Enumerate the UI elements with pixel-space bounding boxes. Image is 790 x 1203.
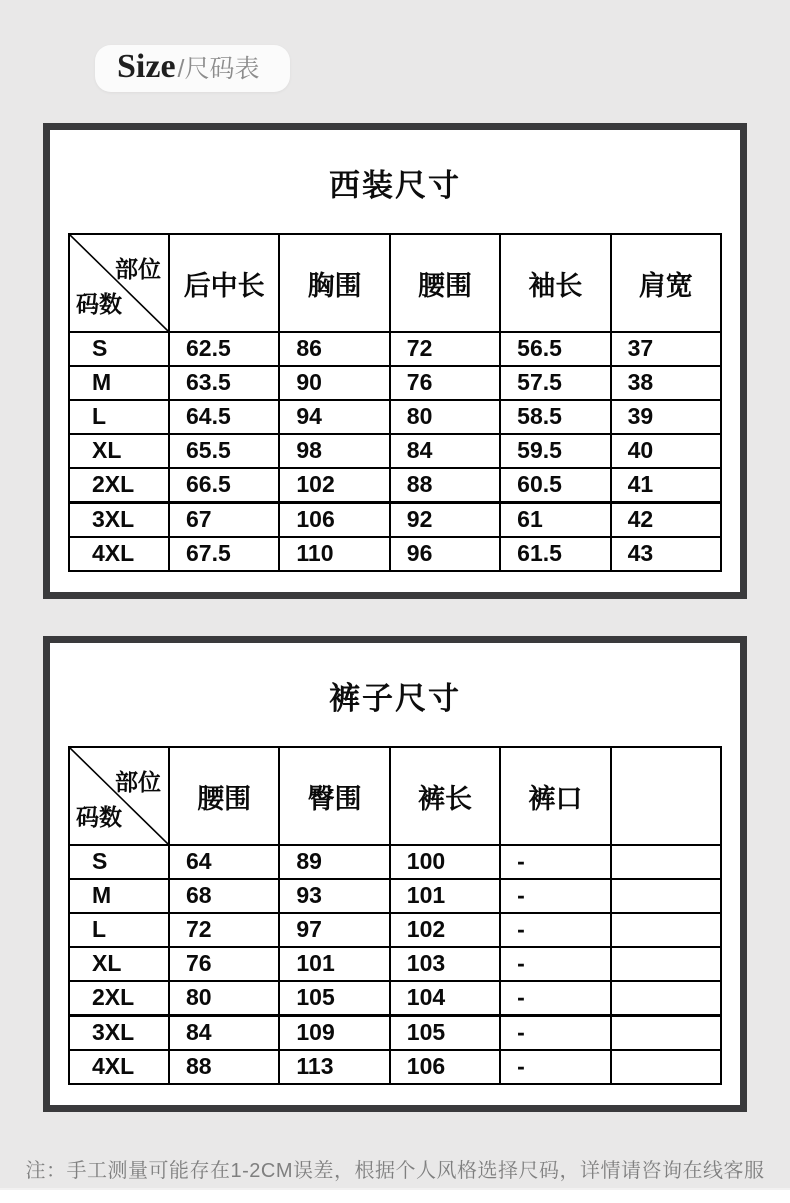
- value-cell: 59.5: [500, 434, 610, 468]
- value-cell: 64: [169, 845, 279, 879]
- table-row: [69, 947, 721, 981]
- column-header-empty: [611, 747, 721, 845]
- value-cell: 98: [279, 434, 389, 468]
- value-cell: 57.5: [500, 366, 610, 400]
- column-header-hip: 臀围: [279, 747, 389, 845]
- value-cell: 92: [390, 503, 500, 538]
- table-row: [69, 845, 721, 879]
- size-label-cell: M: [69, 879, 169, 913]
- size-label-cell: 4XL: [69, 537, 169, 571]
- value-cell: 40: [611, 434, 721, 468]
- value-cell: [611, 913, 721, 947]
- measurement-note: 注：手工测量可能存在1-2CM误差，根据个人风格选择尺码，详情请咨询在线客服: [25, 1160, 765, 1182]
- value-cell: 65.5: [169, 434, 279, 468]
- value-cell: 62.5: [169, 332, 279, 366]
- value-cell: 110: [279, 537, 389, 571]
- size-badge-en-label: Size: [117, 48, 176, 85]
- value-cell: 38: [611, 366, 721, 400]
- column-header-waist: 腰围: [169, 747, 279, 845]
- value-cell: [611, 845, 721, 879]
- column-header-shoulder: 肩宽: [611, 234, 721, 332]
- value-cell: 109: [279, 1016, 389, 1051]
- size-label-cell: 2XL: [69, 981, 169, 1016]
- value-cell: 80: [390, 400, 500, 434]
- value-cell: 105: [390, 1016, 500, 1051]
- value-cell: 67.5: [169, 537, 279, 571]
- size-label-cell: S: [69, 332, 169, 366]
- value-cell: 80: [169, 981, 279, 1016]
- value-cell: 42: [611, 503, 721, 538]
- table-row: [69, 503, 721, 538]
- value-cell: 61.5: [500, 537, 610, 571]
- table-row: [69, 913, 721, 947]
- table-row: [69, 879, 721, 913]
- size-label-cell: 2XL: [69, 468, 169, 503]
- value-cell: 67: [169, 503, 279, 538]
- pants-size-title: 裤子尺寸: [329, 681, 461, 716]
- value-cell: 76: [390, 366, 500, 400]
- value-cell: 94: [279, 400, 389, 434]
- value-cell: 102: [390, 913, 500, 947]
- corner-label-part: 部位: [115, 256, 161, 282]
- value-cell: 105: [279, 981, 389, 1016]
- size-label-cell: 3XL: [69, 1016, 169, 1051]
- value-cell: -: [500, 947, 610, 981]
- size-label-cell: M: [69, 366, 169, 400]
- corner-label-part: 部位: [115, 769, 161, 795]
- value-cell: 39: [611, 400, 721, 434]
- value-cell: -: [500, 845, 610, 879]
- size-badge-zh-label: /尺码表: [177, 55, 260, 83]
- value-cell: 104: [390, 981, 500, 1016]
- value-cell: -: [500, 913, 610, 947]
- value-cell: 72: [169, 913, 279, 947]
- value-cell: [611, 947, 721, 981]
- value-cell: 97: [279, 913, 389, 947]
- pants-header-row: [69, 747, 721, 845]
- value-cell: 60.5: [500, 468, 610, 503]
- size-label-cell: XL: [69, 947, 169, 981]
- column-header-waist: 腰围: [390, 234, 500, 332]
- column-header-sleeve: 袖长: [500, 234, 610, 332]
- table-row: [69, 468, 721, 503]
- value-cell: 102: [279, 468, 389, 503]
- table-row: [69, 1016, 721, 1051]
- table-row: [69, 332, 721, 366]
- table-row: [69, 537, 721, 571]
- suit-size-table: [68, 233, 722, 572]
- value-cell: [611, 1050, 721, 1084]
- footer-strip: [0, 1188, 790, 1203]
- pants-size-panel: [43, 636, 747, 1112]
- column-header-pants-length: 裤长: [390, 747, 500, 845]
- table-row: [69, 400, 721, 434]
- value-cell: 113: [279, 1050, 389, 1084]
- value-cell: 93: [279, 879, 389, 913]
- value-cell: 101: [279, 947, 389, 981]
- corner-label-size: 码数: [76, 804, 122, 830]
- value-cell: -: [500, 1050, 610, 1084]
- size-label-cell: L: [69, 400, 169, 434]
- value-cell: 90: [279, 366, 389, 400]
- value-cell: 63.5: [169, 366, 279, 400]
- value-cell: 84: [169, 1016, 279, 1051]
- value-cell: 106: [390, 1050, 500, 1084]
- value-cell: -: [500, 1016, 610, 1051]
- size-label-cell: S: [69, 845, 169, 879]
- value-cell: 76: [169, 947, 279, 981]
- value-cell: -: [500, 879, 610, 913]
- pants-size-table: [68, 746, 722, 1085]
- column-header-leg-opening: 裤口: [500, 747, 610, 845]
- value-cell: 89: [279, 845, 389, 879]
- value-cell: 103: [390, 947, 500, 981]
- value-cell: 84: [390, 434, 500, 468]
- column-header-chest: 胸围: [279, 234, 389, 332]
- value-cell: 88: [169, 1050, 279, 1084]
- value-cell: [611, 981, 721, 1016]
- value-cell: 88: [390, 468, 500, 503]
- value-cell: 106: [279, 503, 389, 538]
- suit-header-row: [69, 234, 721, 332]
- value-cell: 72: [390, 332, 500, 366]
- value-cell: -: [500, 981, 610, 1016]
- size-label-cell: 4XL: [69, 1050, 169, 1084]
- value-cell: 96: [390, 537, 500, 571]
- value-cell: [611, 1016, 721, 1051]
- value-cell: 41: [611, 468, 721, 503]
- value-cell: 68: [169, 879, 279, 913]
- size-label-cell: 3XL: [69, 503, 169, 538]
- value-cell: 61: [500, 503, 610, 538]
- value-cell: 43: [611, 537, 721, 571]
- value-cell: 58.5: [500, 400, 610, 434]
- value-cell: 56.5: [500, 332, 610, 366]
- value-cell: 100: [390, 845, 500, 879]
- value-cell: 86: [279, 332, 389, 366]
- value-cell: [611, 879, 721, 913]
- corner-cell: [69, 747, 169, 845]
- suit-size-title: 西装尺寸: [329, 168, 461, 203]
- value-cell: 101: [390, 879, 500, 913]
- corner-cell: [69, 234, 169, 332]
- table-row: [69, 434, 721, 468]
- value-cell: 64.5: [169, 400, 279, 434]
- size-label-cell: XL: [69, 434, 169, 468]
- column-header-back-length: 后中长: [169, 234, 279, 332]
- corner-label-size: 码数: [76, 291, 122, 317]
- suit-size-panel: [43, 123, 747, 599]
- value-cell: 66.5: [169, 468, 279, 503]
- table-row: [69, 1050, 721, 1084]
- table-row: [69, 366, 721, 400]
- size-badge: [95, 45, 290, 92]
- table-row: [69, 981, 721, 1016]
- size-label-cell: L: [69, 913, 169, 947]
- value-cell: 37: [611, 332, 721, 366]
